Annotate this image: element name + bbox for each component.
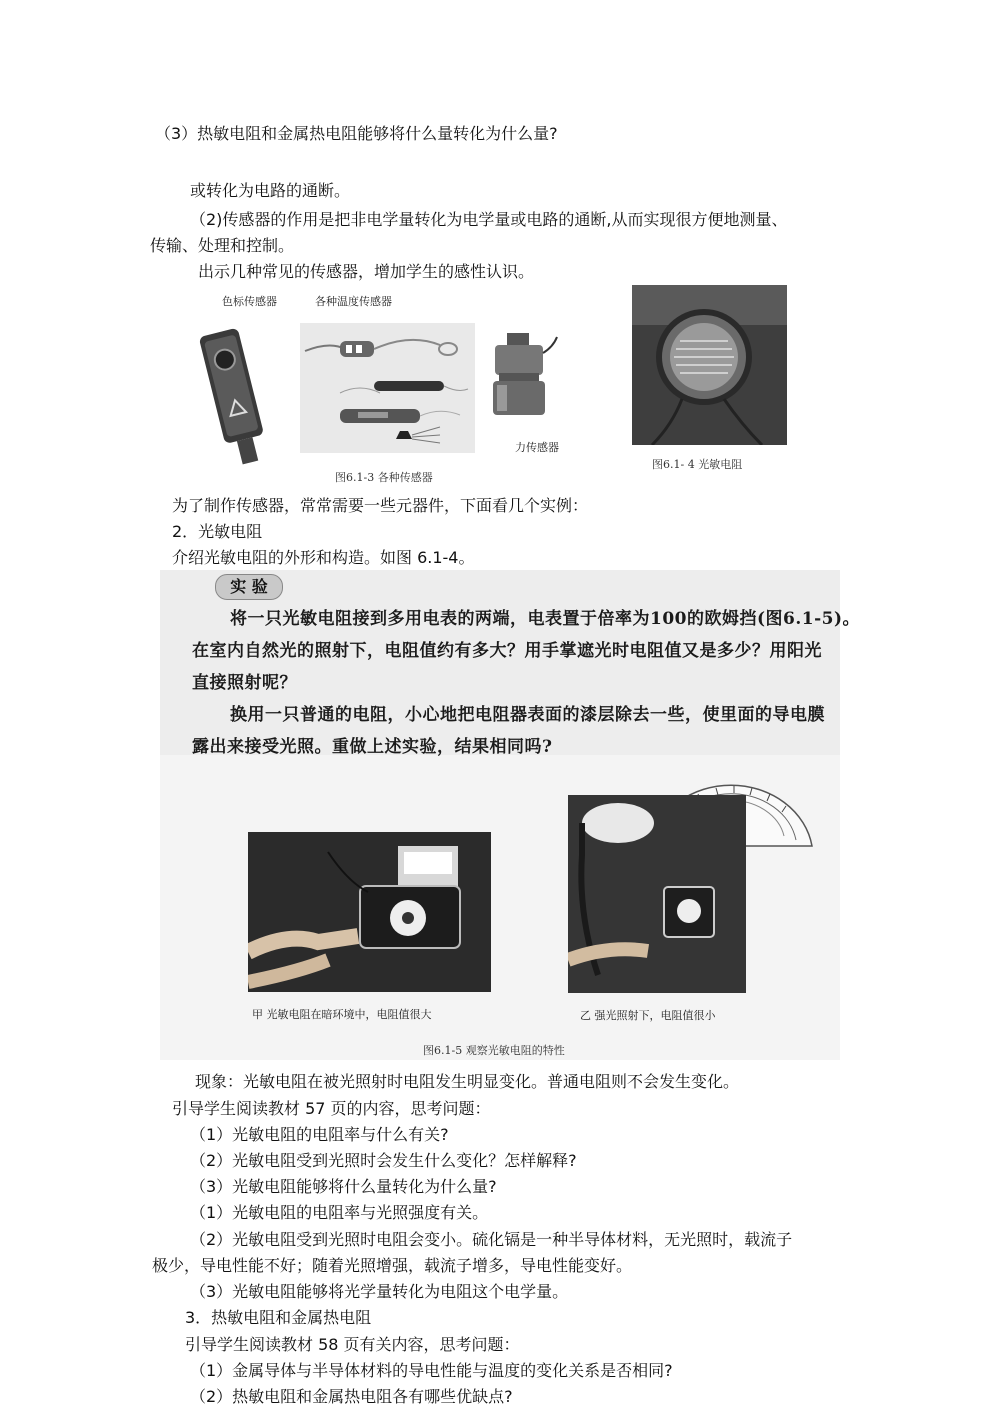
photo-bright-light	[568, 795, 746, 993]
question-line: （2）光敏电阻受到光照时会发生什么变化？怎样解释?	[190, 1151, 577, 1170]
question-line: （2）热敏电阻和金属热电阻各有哪些优缺点?	[190, 1387, 513, 1406]
experiment-line: 将一只光敏电阻接到多用电表的两端，电表置于倍率为100的欧姆挡(图6.1-5)。	[230, 609, 861, 629]
paragraph-line: 引导学生阅读教材 57 页的内容，思考问题：	[172, 1099, 491, 1118]
paragraph-line: 或转化为电路的通断。	[190, 181, 351, 200]
color-sensor-photo	[190, 308, 280, 468]
experiment-line: 露出来接受光照。重做上述实验，结果相同吗?	[192, 737, 553, 757]
top-question: （3）热敏电阻和金属热电阻能够将什么量转化为什么量?	[155, 124, 558, 143]
question-line: （3）光敏电阻能够将什么量转化为什么量?	[190, 1177, 497, 1196]
paragraph-line: 传输、处理和控制。	[150, 236, 295, 255]
answer-line: （2）光敏电阻受到光照时电阻会变小。硫化镉是一种半导体材料，无光照时，载流子	[190, 1230, 793, 1249]
question-line: （1）金属导体与半导体材料的导电性能与温度的变化关系是否相同?	[190, 1361, 673, 1380]
paragraph-line: （2)传感器的作用是把非电学量转化为电学量或电路的通断,从而实现很方便地测量、	[190, 210, 788, 229]
photo-dark-environment	[248, 832, 491, 992]
paragraph-line: 为了制作传感器，常常需要一些元器件，下面看几个实例：	[172, 496, 589, 515]
paragraph-line: 介绍光敏电阻的外形和构造。如图 6.1-4。	[172, 548, 475, 567]
paragraph-line: 出示几种常见的传感器，增加学生的感性认识。	[198, 262, 535, 281]
force-sensor-label: 力传感器	[515, 441, 559, 454]
section-heading: 3．热敏电阻和金属热电阻	[185, 1308, 372, 1327]
photo-caption-a: 甲 光敏电阻在暗环境中，电阻值很大	[252, 1008, 432, 1021]
experiment-line: 在室内自然光的照射下，电阻值约有多大？用手掌遮光时电阻值又是多少？用阳光	[192, 641, 822, 661]
figure-caption-experiment: 图6.1-5 观察光敏电阻的特性	[423, 1044, 565, 1057]
question-line: （1）光敏电阻的电阻率与什么有关?	[190, 1125, 449, 1144]
experiment-badge: 实 验	[215, 574, 283, 600]
color-sensor-label: 色标传感器	[222, 295, 277, 308]
experiment-line: 换用一只普通的电阻，小心地把电阻器表面的漆层除去一些，使里面的导电膜	[230, 705, 825, 725]
paragraph-line: 现象：光敏电阻在被光照射时电阻发生明显变化。普通电阻则不会发生变化。	[195, 1072, 740, 1091]
answer-line: （1）光敏电阻的电阻率与光照强度有关。	[190, 1203, 489, 1222]
answer-line: （3）光敏电阻能够将光学量转化为电阻这个电学量。	[190, 1282, 569, 1301]
sensors-figure	[190, 283, 810, 483]
figure-caption-sensors: 图6.1-3 各种传感器	[335, 471, 433, 484]
force-sensor-photo	[485, 333, 560, 423]
photoresistor-photo	[632, 285, 787, 445]
paragraph-line: 引导学生阅读教材 58 页有关内容，思考问题：	[185, 1335, 520, 1354]
photo-caption-b: 乙 强光照射下，电阻值很小	[580, 1009, 716, 1022]
experiment-line: 直接照射呢？	[192, 673, 297, 693]
answer-line: 极少，导电性能不好；随着光照增强，载流子增多，导电性能变好。	[152, 1256, 633, 1275]
section-heading: 2．光敏电阻	[172, 522, 263, 541]
temperature-sensor-label: 各种温度传感器	[315, 295, 392, 308]
figure-caption-photoresistor: 图6.1- 4 光敏电阻	[652, 458, 743, 471]
temperature-sensors-photo	[300, 323, 475, 453]
experiment-box	[160, 570, 861, 1060]
